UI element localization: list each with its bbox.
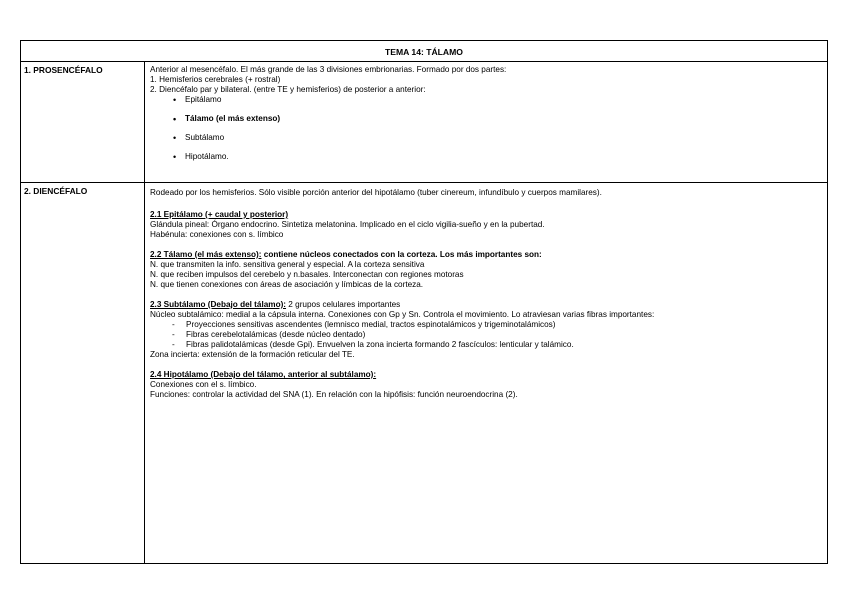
row-content [145, 183, 828, 564]
section-subtalamo [150, 300, 821, 360]
list-item: - Proyecciones sensitivas ascendentes (lemnisco medial, tractos espinotalámicos y trigeminotalámicos) [186, 320, 821, 330]
row-label: 2. DIENCÉFALO [21, 183, 145, 564]
list-item: • Epitálamo [185, 95, 821, 105]
text-line: Glándula pineal: Órgano endocrino. Sintetiza melatonina. Implicado en el ciclo vigilia-sueño y en la pubertad. [150, 220, 545, 229]
text-line: Núcleo subtalámico: medial a la cápsula interna. Conexiones con Gp y Sn. Controla el movimiento. Lo atraviesan varias fibras importantes: [150, 310, 655, 319]
section-heading: 2.1 Epitálamo (+ caudal y posterior) [150, 210, 289, 219]
text-line: Habénula: conexiones con s. límbico [150, 230, 284, 239]
text-line: N. que tienen conexiones con áreas de asociación y límbicas de la corteza. [150, 280, 424, 289]
text-line: 1. Hemisferios cerebrales (+ rostral) [150, 75, 281, 84]
text-line: N. que reciben impulsos del cerebelo y n.basales. Interconectan con regiones motoras [150, 270, 464, 279]
bullet-list [150, 95, 821, 162]
row-content [145, 62, 828, 183]
notes-table [20, 40, 828, 564]
text-line: N. que transmiten la info. sensitiva general y especial. A la corteza sensitiva [150, 260, 425, 269]
text-line: Funciones: controlar la actividad del SNA (1). En relación con la hipófisis: función neuroendocrina (2). [150, 390, 518, 399]
section-talamo [150, 250, 821, 290]
list-item: - Fibras palidotalámicas (desde Gpi). Envuelven la zona incierta formando 2 fascículos: lenticular y talámico. [186, 340, 821, 350]
page-title: TEMA 14: TÁLAMO [385, 46, 463, 57]
text-line: Conexiones con el s. límbico. [150, 380, 257, 389]
table-row [21, 62, 828, 183]
title-cell [21, 41, 828, 62]
list-item: • Tálamo (el más extenso) [185, 114, 821, 124]
section-hipotalamo [150, 370, 821, 400]
section-heading: 2.2 Tálamo (el más extenso): [150, 250, 262, 259]
section-heading-rest: contiene núcleos conectados con la corteza. Los más importantes son: [261, 250, 542, 259]
row-label: 1. PROSENCÉFALO [21, 62, 145, 183]
section-heading: 2.4 Hipotálamo (Debajo del tálamo, anterior al subtálamo): [150, 370, 377, 379]
section-heading: 2.3 Subtálamo (Debajo del tálamo): [150, 300, 287, 309]
section-heading-rest: 2 grupos celulares importantes [286, 300, 401, 309]
list-item: - Fibras cerebelotalámicas (desde núcleo dentado) [186, 330, 821, 340]
intro-text: Rodeado por los hemisferios. Sólo visible porción anterior del hipotálamo (tuber cinereum, infundíbulo y cuerpos mamilares). [150, 188, 602, 197]
text-line: 2. Diencéfalo par y bilateral. (entre TE y hemisferios) de posterior a anterior: [150, 85, 426, 94]
text-line: Zona incierta: extensión de la formación reticular del TE. [150, 350, 355, 359]
section-heading-line [150, 300, 821, 310]
section-epitalamo [150, 210, 821, 240]
list-item: • Subtálamo [185, 133, 821, 143]
section-heading-line [150, 250, 821, 260]
table-row [21, 183, 828, 564]
dash-list [150, 320, 821, 350]
text-line: Anterior al mesencéfalo. El más grande de las 3 divisiones embrionarias. Formado por dos partes: [150, 65, 507, 74]
list-item: • Hipotálamo. [185, 152, 821, 162]
